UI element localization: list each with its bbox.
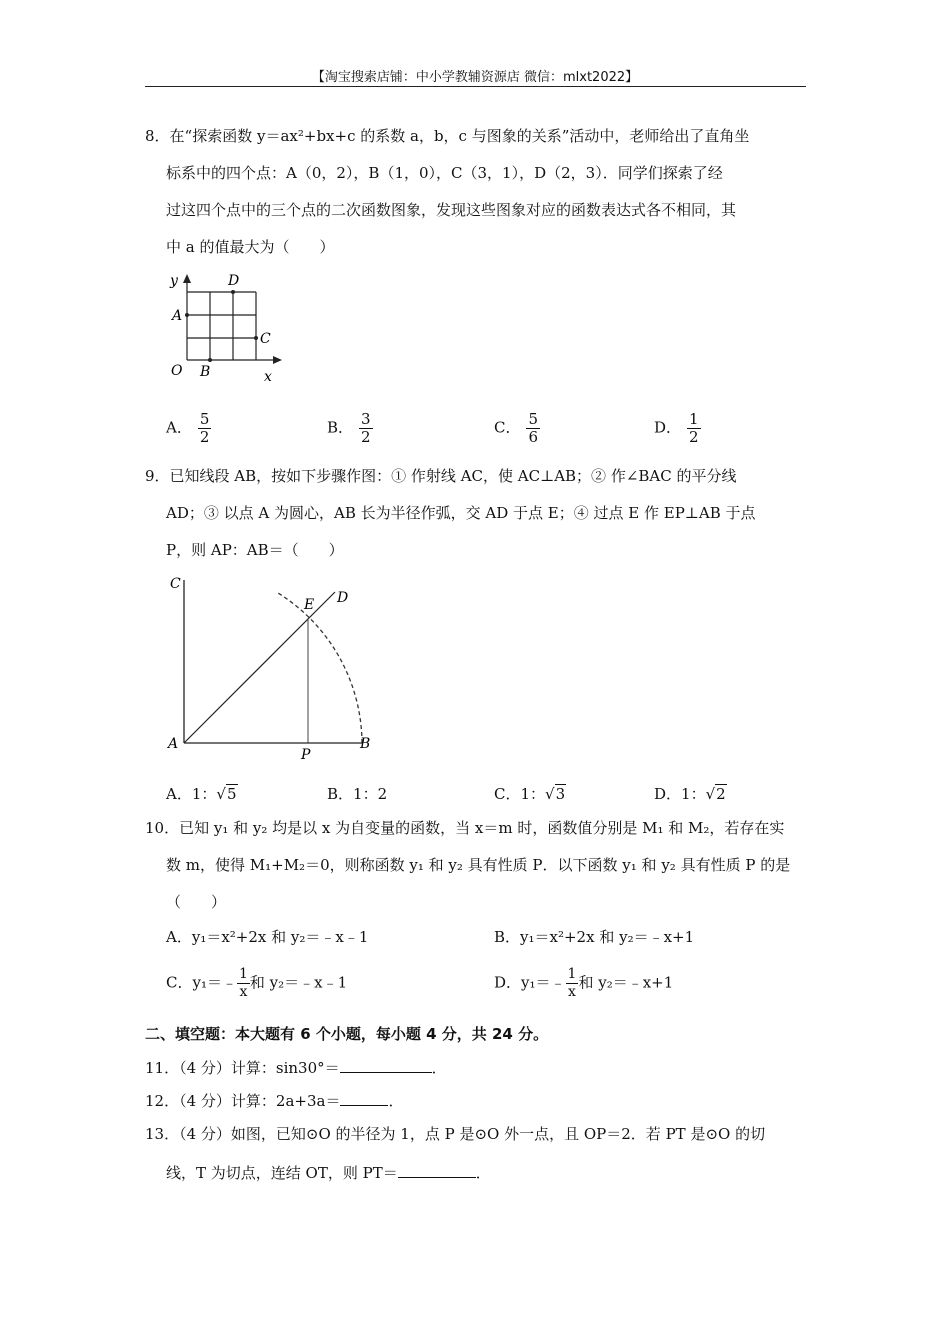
q8-line-1: 8．在“探索函数 y＝ax²+bx+c 的系数 a，b，c 与图象的关系”活动中，老师给出了直角坐 (145, 127, 750, 145)
q10-choice-a[interactable] (166, 927, 368, 947)
q10-choice-c[interactable] (166, 966, 347, 1001)
q12: 12．（4 分）计算：2a+3a＝ ． (145, 1089, 403, 1111)
q9-line-1: 9．已知线段 AB，按如下步骤作图：① 作射线 AC，使 AC⊥AB；② 作∠BAC 的平分线 (145, 467, 737, 485)
sqrt-symbol: √5 (216, 785, 237, 803)
point-b-label: B (360, 736, 371, 752)
header-divider (145, 86, 806, 87)
q9-choice-c[interactable] (494, 784, 566, 804)
choice-post: 和 y₂＝﹣x+1 (578, 973, 674, 992)
point-a (185, 313, 189, 317)
point-a-label: A (172, 308, 183, 324)
answer-blank[interactable] (340, 1056, 432, 1073)
choice-letter: C． (494, 785, 521, 803)
fraction: $\frac{1}{x}$ (238, 966, 248, 1000)
q8-line-3: 过这四个点中的三个点的二次函数图象，发现这些图象对应的函数表达式各不相同，其 (166, 201, 737, 219)
sqrt-symbol: √3 (545, 785, 566, 803)
choice-letter: C． (166, 973, 193, 992)
q9-line-2: AD；③ 以点 A 为圆心，AB 长为半径作弧，交 AD 于点 E；④ 过点 E 作 EP⊥AB 于点 (166, 504, 756, 522)
point-c-label: C (260, 331, 271, 347)
point-d (231, 290, 235, 294)
q13-line-1: 13．（4 分）如图，已知⊙O 的半径为 1，点 P 是⊙O 外一点，且 OP＝2．若 PT 是⊙O 的切 (145, 1125, 766, 1143)
ratio-prefix: 1： (191, 785, 217, 803)
point-d-label: D (337, 590, 349, 606)
q8-line-2: 标系中的四个点：A（0，2），B（1，0），C（3，1），D（2，3）．同学们探索了经 (166, 164, 723, 182)
answer-blank[interactable] (398, 1161, 476, 1178)
q10-line-1: 10．已知 y₁ 和 y₂ 均是以 x 为自变量的函数，当 x＝m 时，函数值分别是 M₁ 和 M₂，若存在实 (145, 819, 785, 837)
choice-post: 和 y₂＝﹣x﹣1 (249, 973, 348, 992)
choice-letter: C． (494, 418, 521, 437)
choice-letter: B． (494, 928, 521, 946)
q9-choice-d[interactable] (654, 784, 727, 804)
point-c-label: C (170, 576, 181, 592)
bisector-ad (184, 592, 335, 743)
arc-be (278, 593, 362, 743)
choice-pre: y₁＝﹣ (192, 973, 237, 992)
point-b-label: B (200, 364, 211, 380)
choice-letter: A． (166, 785, 192, 803)
page-header: 【淘宝搜索店铺：中小学教辅资源店 微信：mlxt2022】 (311, 70, 639, 85)
choice-letter: D． (654, 785, 682, 803)
fraction: $\frac{5}{6}$ (528, 410, 539, 446)
section-heading: 二、填空题：本大题有 6 个小题，每小题 4 分，共 24 分。 (145, 1025, 549, 1043)
q13-line-2: 线，T 为切点，连结 OT，则 PT＝ ． (166, 1161, 491, 1183)
point-a-label: A (168, 736, 179, 752)
choice-letter: D． (494, 973, 522, 992)
choice-letter: B． (327, 785, 354, 803)
q8-grid-figure (160, 268, 290, 388)
point-p-label: P (301, 747, 311, 763)
q10-line-3: （ ） (166, 893, 227, 911)
fraction: $\frac{5}{2}$ (199, 410, 210, 446)
choice-letter: A． (166, 928, 192, 946)
fraction: $\frac{1}{x}$ (567, 966, 577, 1000)
q9-choice-b[interactable] (327, 784, 387, 804)
choice-letter: D． (654, 418, 682, 437)
origin-label: O (171, 363, 183, 379)
q10-line-2: 数 m，使得 M₁+M₂＝0，则称函数 y₁ 和 y₂ 具有性质 P．以下函数 y₁ 和 y₂ 具有性质 P 的是 (166, 856, 791, 874)
answer-blank[interactable] (340, 1089, 388, 1106)
point-c (254, 336, 258, 340)
q10-choice-b[interactable] (494, 927, 694, 947)
grid-lines (187, 292, 256, 360)
q8-choice-c[interactable] (494, 411, 540, 446)
q8-choice-a[interactable] (166, 411, 211, 446)
sqrt-symbol: √2 (705, 785, 726, 803)
q9-construction-figure (160, 570, 390, 765)
point-d-label: D (228, 273, 240, 289)
q8-choice-d[interactable] (654, 411, 701, 446)
ratio-prefix: 1： (520, 785, 546, 803)
choice-letter: B． (327, 418, 354, 437)
y-axis-arrow (183, 274, 191, 283)
choice-letter: A． (166, 418, 192, 437)
x-axis-label: x (264, 369, 272, 385)
point-e-label: E (304, 597, 315, 613)
q8-choice-b[interactable] (327, 411, 373, 446)
ratio-prefix: 1： (681, 785, 706, 803)
y-axis-label: y (170, 273, 178, 289)
q8-line-4: 中 a 的值最大为（ ） (166, 238, 335, 256)
choice-text: y₁＝x²+2x 和 y₂＝﹣x﹣1 (191, 928, 369, 946)
choice-text: y₁＝x²+2x 和 y₂＝﹣x+1 (520, 928, 695, 946)
q11: 11．（4 分）计算：sin30°＝ ． (145, 1056, 447, 1078)
fraction: $\frac{1}{2}$ (689, 410, 699, 446)
ratio-prefix: 1：2 (353, 785, 388, 803)
q9-choice-a[interactable] (166, 784, 238, 804)
x-axis-arrow (273, 356, 282, 364)
q10-choice-d[interactable] (494, 966, 673, 1001)
point-b (208, 358, 212, 362)
q9-line-3: P，则 AP：AB＝（ ） (166, 541, 344, 559)
choice-pre: y₁＝﹣ (521, 973, 566, 992)
fraction: $\frac{3}{2}$ (361, 410, 371, 446)
